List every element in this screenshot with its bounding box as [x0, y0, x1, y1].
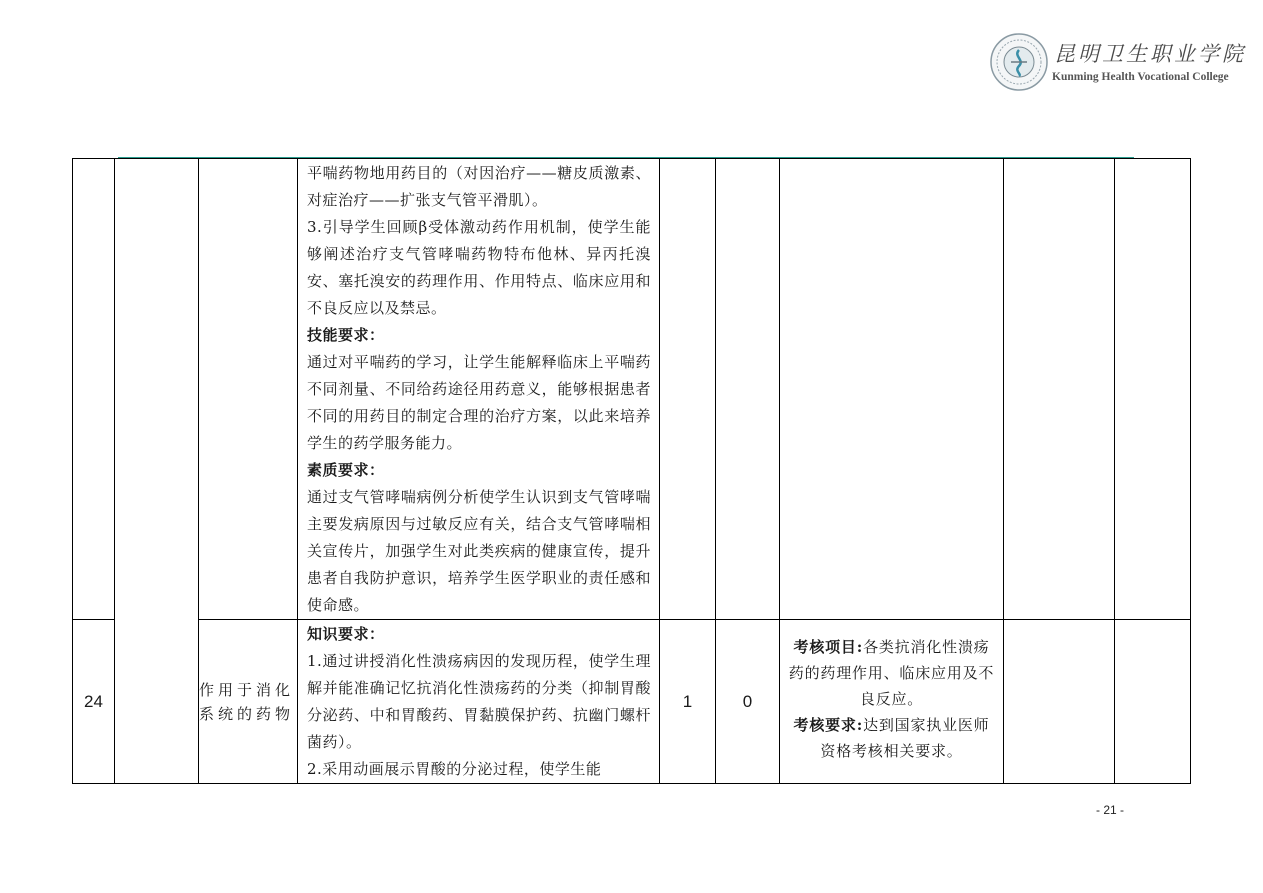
chapter-title: 作用于消化系统的药物: [199, 620, 298, 784]
content-cell: [298, 620, 660, 784]
module-cell: [115, 159, 199, 784]
content-paragraph: 3.引导学生回顾β受体激动药作用机制，使学生能够阐述治疗支气管哮喘药物特布他林、异丙托溴安、塞托溴安的药理作用、作用特点、临床应用和不良反应以及禁忌。: [307, 218, 651, 317]
extra-cell: [1004, 620, 1115, 784]
syllabus-table: [72, 158, 1191, 784]
page-number: - 21 -: [1096, 803, 1125, 817]
content-paragraph: 2.采用动画展示胃酸的分泌过程，使学生能: [307, 760, 602, 778]
section-heading: 知识要求：: [307, 625, 385, 643]
content-paragraph: 通过对平喘药的学习，让学生能解释临床上平喘药不同剂量、不同给药途径用药意义，能够根据患者不同的用药目的制定合理的治疗方案，以此来培养学生的药学服务能力。: [307, 353, 651, 452]
table-row: [73, 159, 1191, 620]
row-number-cell: [73, 159, 115, 620]
college-name-cn: 昆明卫生职业学院: [1054, 42, 1246, 66]
practice-hours-cell: [716, 159, 780, 620]
assessment-cell: [780, 159, 1004, 620]
content-paragraph: 平喘药物地用药目的（对因治疗——糖皮质激素、对症治疗——扩张支气管平滑肌）。: [307, 164, 651, 209]
theory-hours: 1: [660, 620, 716, 784]
table-row: [73, 620, 1191, 784]
assessment-item-text: 各类抗消化性溃疡药的药理作用、临床应用及不良反应。: [788, 638, 995, 708]
theory-hours-cell: [660, 159, 716, 620]
section-heading: 技能要求：: [307, 326, 385, 344]
practice-hours: 0: [716, 620, 780, 784]
content-cell: [298, 159, 660, 620]
content-paragraph: 通过支气管哮喘病例分析使学生认识到支气管哮喘主要发病原因与过敏反应有关，结合支气管哮喘相关宣传片，加强学生对此类疾病的健康宣传，提升患者自我防护意识，培养学生医学职业的责任感和使命感。: [307, 488, 651, 614]
extra-cell: [1115, 620, 1191, 784]
section-heading: 素质要求：: [307, 461, 385, 479]
content-paragraph: 1.通过讲授消化性溃疡病因的发现历程，使学生理解并能准确记忆抗消化性溃疡药的分类（抑制胃酸分泌药、中和胃酸药、胃黏膜保护药、抗幽门螺杆菌药）。: [307, 652, 651, 751]
extra-cell: [1004, 159, 1115, 620]
assessment-req-label: 考核要求:: [793, 716, 864, 734]
college-seal-icon: [989, 32, 1049, 92]
college-name-en: Kunming Health Vocational College: [1052, 71, 1229, 83]
assessment-cell: [780, 620, 1004, 784]
assessment-item-label: 考核项目:: [793, 638, 864, 656]
extra-cell: [1115, 159, 1191, 620]
row-number: 24: [73, 620, 115, 784]
assessment-req-text: 达到国家执业医师资格考核相关要求。: [820, 716, 990, 760]
chapter-cell: [199, 159, 298, 620]
